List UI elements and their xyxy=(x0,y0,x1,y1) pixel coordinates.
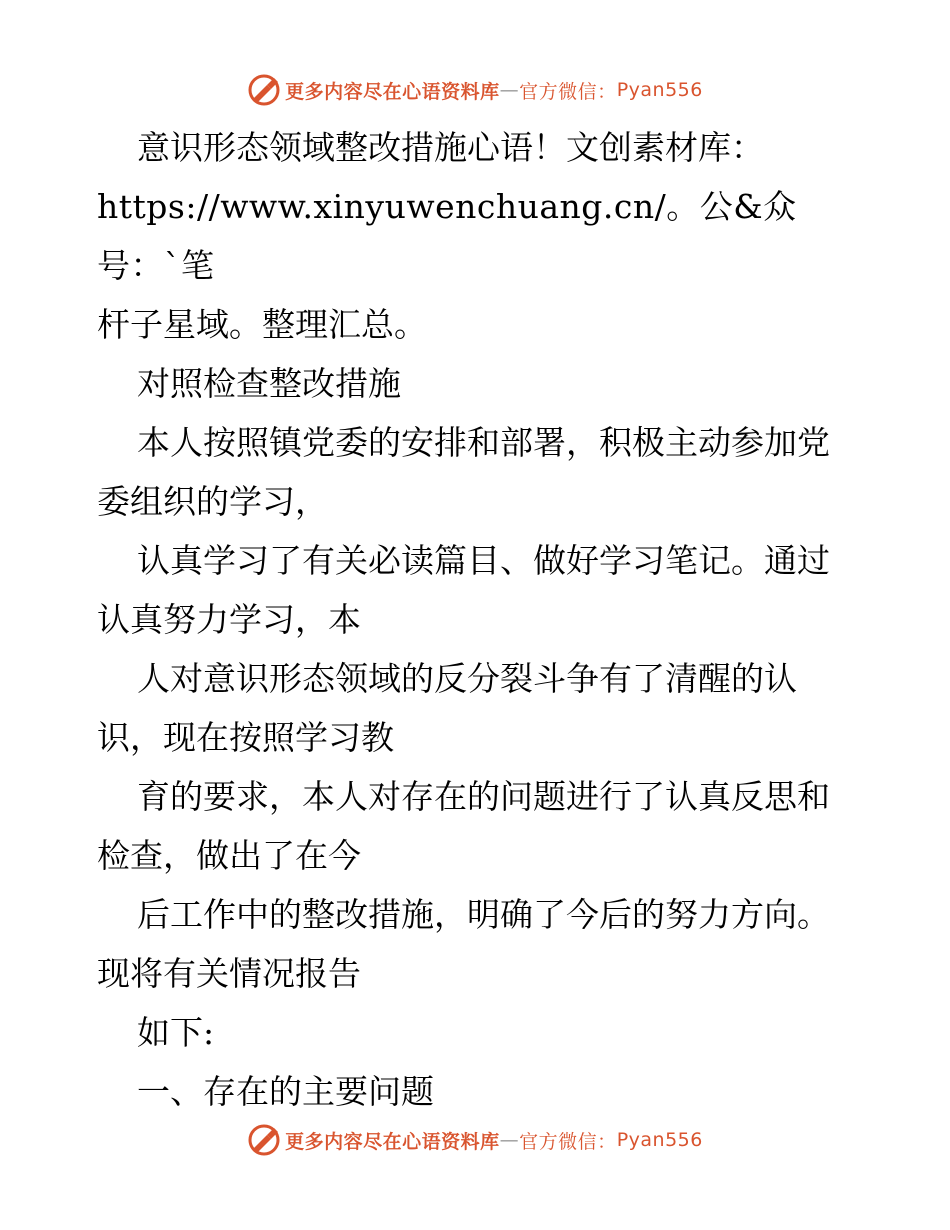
header-banner xyxy=(0,70,950,110)
paragraph-line: 认真努力学习，本 xyxy=(97,600,361,639)
source-url-line: https://www.xinyuwenchuang.cn/。公&众号：`笔 xyxy=(97,187,797,285)
paragraph-line: 认真学习了有关必读篇目、做好学习笔记。通过 xyxy=(137,541,830,580)
source-line-end: 杆子星域。整理汇总。 xyxy=(97,305,427,344)
section-heading: 对照检查整改措施 xyxy=(137,364,401,403)
paragraph-line: 检查，做出了在今 xyxy=(97,836,361,875)
title-line: 意识形态领域整改措施心语！文创素材库： xyxy=(137,128,764,167)
banner-wechat-id: Pyan556 xyxy=(616,79,703,101)
banner-wechat-id: Pyan556 xyxy=(616,1129,703,1151)
paragraph-line: 委组织的学习， xyxy=(97,482,328,521)
paragraph-line: 人对意识形态领域的反分裂斗争有了清醒的认 xyxy=(137,659,797,698)
paragraph-line: 识，现在按照学习教 xyxy=(97,718,394,757)
banner-sub-text: 官方微信： xyxy=(519,1130,617,1153)
document-body xyxy=(97,118,857,1121)
pen-nib-logo-icon xyxy=(247,73,281,107)
paragraph-line: 现将有关情况报告 xyxy=(97,954,361,993)
banner-dash: — xyxy=(499,79,520,101)
paragraph-line: 后工作中的整改措施，明确了今后的努力方向。 xyxy=(137,895,830,934)
footer-banner xyxy=(0,1120,950,1160)
paragraph-line: 如下: xyxy=(137,1013,215,1052)
subsection-heading: 一、存在的主要问题 xyxy=(137,1072,434,1111)
pen-nib-logo-icon xyxy=(247,1123,281,1157)
banner-main-text: 更多内容尽在心语资料库 xyxy=(285,80,500,103)
paragraph-line: 育的要求，本人对存在的问题进行了认真反思和 xyxy=(137,777,830,816)
paragraph-line: 本人按照镇党委的安排和部署，积极主动参加党 xyxy=(137,423,830,462)
banner-main-text: 更多内容尽在心语资料库 xyxy=(285,1130,500,1153)
banner-sub-text: 官方微信： xyxy=(519,80,617,103)
banner-dash: — xyxy=(499,1129,520,1151)
